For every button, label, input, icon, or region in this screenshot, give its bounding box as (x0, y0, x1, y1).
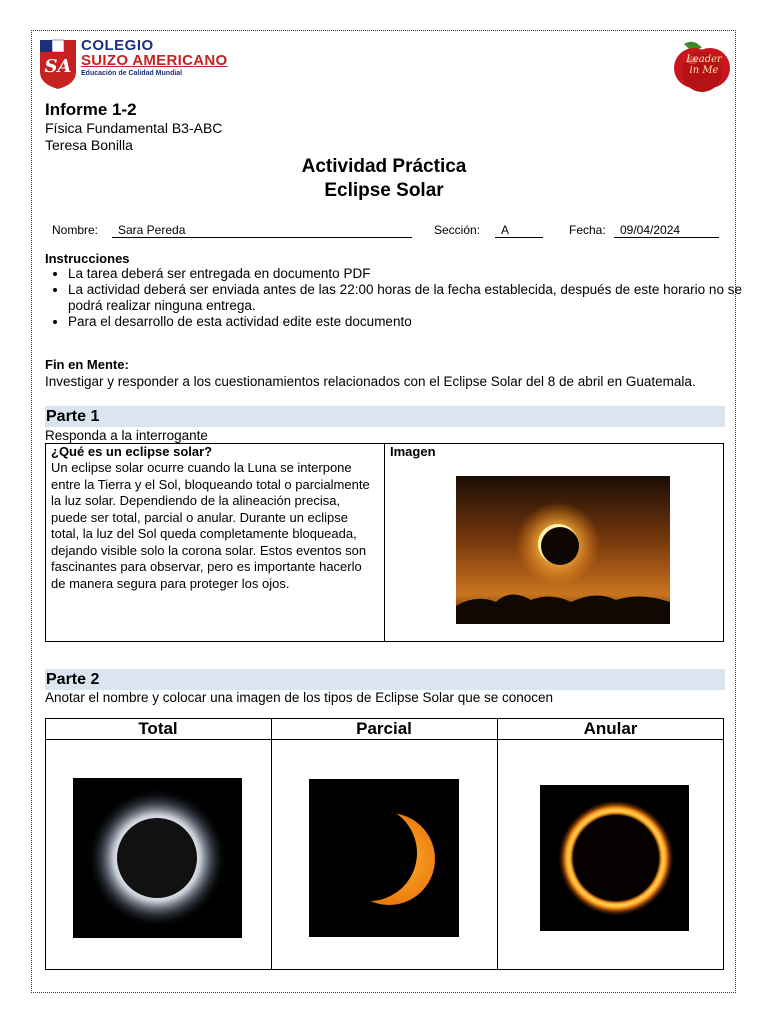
part1-subtitle: Responda a la interrogante (45, 428, 208, 443)
instruction-item: • La actividad deberá ser enviada antes de las 22:00 horas de la fecha establecida, después de este horario no se podrá realizar ninguna entrega. (68, 282, 748, 314)
part2-col-divider (271, 718, 272, 970)
part2-title: Parte 2 (45, 669, 725, 690)
total-eclipse-image (73, 778, 242, 938)
name-field[interactable]: Sara Pereda (112, 223, 412, 238)
date-field[interactable]: 09/04/2024 (614, 223, 719, 238)
teacher-name: Teresa Bonilla (45, 137, 133, 153)
question-title: ¿Qué es un eclipse solar? (51, 444, 213, 459)
partial-eclipse-image (309, 779, 459, 937)
image-header: Imagen (390, 444, 436, 459)
instruction-item: • La tarea deberá ser entregada en documento PDF (68, 266, 748, 282)
date-label: Fecha: (569, 223, 606, 237)
annular-eclipse-image (540, 785, 689, 931)
instructions-heading: Instrucciones (45, 251, 130, 266)
logo-line2: SUIZO AMERICANO (81, 52, 228, 69)
report-title: Informe 1-2 (45, 100, 137, 119)
instructions-list (48, 266, 748, 330)
part2-subtitle: Anotar el nombre y colocar una imagen de los tipos de Eclipse Solar que se conocen (45, 690, 554, 705)
name-label: Nombre: (52, 223, 99, 237)
part2-header-divider (45, 739, 724, 740)
leader-in-me-badge: Leader in Me (686, 54, 722, 76)
column-header-partial: Parcial (356, 719, 412, 738)
answer-text[interactable]: Un eclipse solar ocurre cuando la Luna se interpone entre la Tierra y el Sol, bloqueando total o parcialmente la luz solar. Dependiendo de la alineación precisa, puede ser total, parcial o anular. Durante un eclipse total, la luz del Sol queda completamente bloqueada, dejando visible solo la corona solar. Estos eventos son fascinantes para observar, pero es importante hacerlo de manera segura para proteger los ojos. (51, 460, 370, 591)
section-field[interactable]: A (495, 223, 543, 238)
logo-tagline: Educación de Calidad Mundial (81, 70, 183, 77)
goal-heading: Fin en Mente: (45, 357, 129, 372)
column-header-total: Total (138, 719, 178, 738)
logo-line1: COLEGIO (81, 37, 154, 54)
activity-title: Actividad Práctica (301, 156, 467, 177)
activity-subtitle: Eclipse Solar (324, 180, 444, 201)
goal-text: Investigar y responder a los cuestionamientos relacionados con el Eclipse Solar del 8 de abril en Guatemala. (45, 374, 696, 389)
logo-monogram: SA (44, 56, 72, 77)
instruction-item: • Para el desarrollo de esta actividad edite este documento (68, 314, 748, 330)
part1-table-divider (384, 443, 385, 642)
part2-col-divider (497, 718, 498, 970)
course-name: Física Fundamental B3-ABC (45, 120, 223, 136)
part1-title: Parte 1 (45, 406, 725, 427)
column-header-annular: Anular (583, 719, 638, 738)
eclipse-sunset-image (456, 476, 670, 624)
section-label: Sección: (434, 223, 481, 237)
